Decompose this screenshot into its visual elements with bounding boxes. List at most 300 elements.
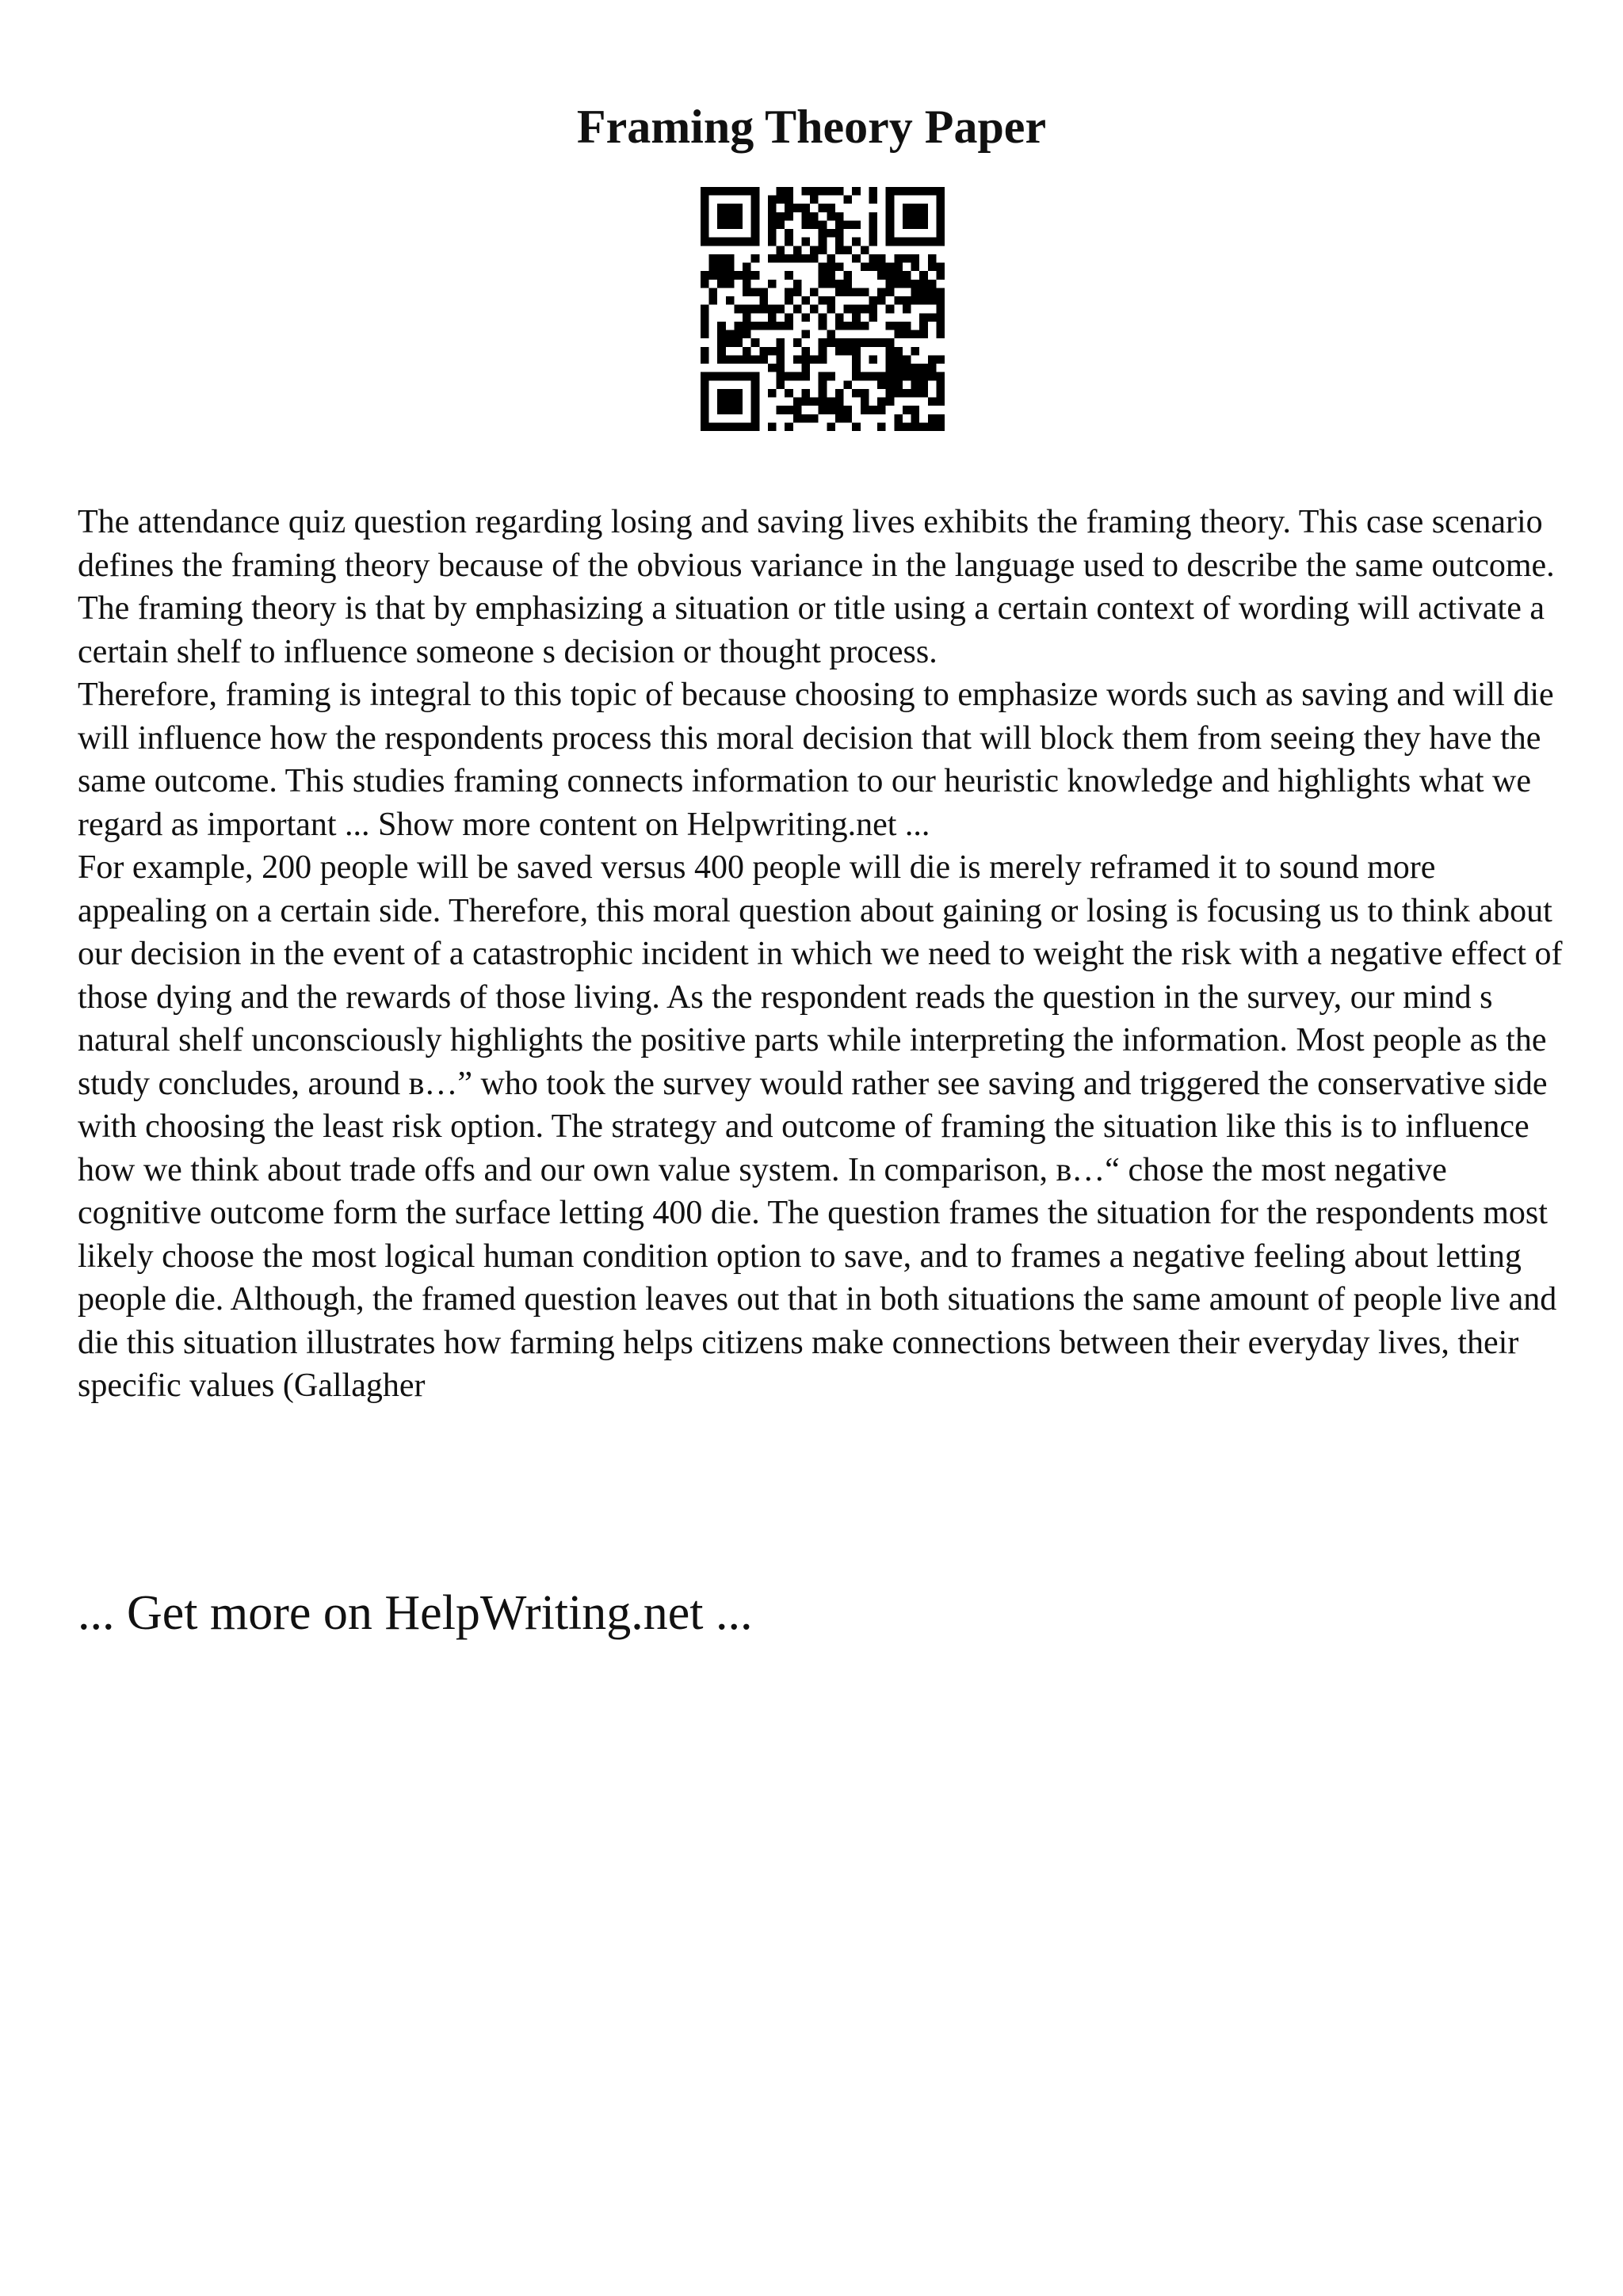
qr-module: [759, 355, 768, 364]
qr-module: [709, 254, 718, 263]
qr-module: [827, 338, 835, 347]
qr-module: [751, 254, 760, 263]
qr-module: [819, 246, 827, 254]
qr-module: [861, 406, 869, 414]
qr-module: [827, 422, 835, 431]
qr-module: [785, 422, 793, 431]
qr-module: [793, 414, 802, 423]
qr-module: [919, 422, 928, 431]
qr-module: [869, 212, 877, 221]
qr-module: [801, 238, 810, 246]
paragraph-2: Therefore, framing is integral to this topic of because choosing to emphasize words such as saving and will die will influence how the respondents process this moral decision that will block them from seeing they have the same outcome. This studies framing connects information to our heuristic knowledge and highlights what we regard as important ... Show more content on Helpwriting.net ...: [78, 677, 1554, 843]
qr-module: [919, 380, 928, 389]
qr-module: [819, 220, 827, 229]
qr-module: [928, 288, 937, 296]
qr-module: [928, 254, 937, 263]
qr-module: [894, 271, 903, 280]
qr-module: [751, 414, 760, 423]
qr-module: [835, 398, 844, 406]
qr-module: [919, 212, 928, 221]
qr-module: [936, 229, 945, 238]
qr-module: [886, 229, 895, 238]
qr-module: [785, 406, 793, 414]
qr-module: [701, 372, 709, 381]
qr-module: [734, 338, 743, 347]
qr-module: [743, 313, 751, 322]
qr-module: [701, 187, 709, 196]
qr-module: [928, 187, 937, 196]
qr-module: [869, 406, 877, 414]
qr-module: [835, 414, 844, 423]
qr-module: [903, 330, 911, 339]
qr-module: [886, 372, 895, 381]
qr-module: [835, 212, 844, 221]
qr-module: [936, 422, 945, 431]
qr-module: [886, 398, 895, 406]
qr-module: [777, 212, 785, 221]
qr-module: [903, 322, 911, 330]
qr-module: [768, 313, 777, 322]
qr-module: [726, 271, 735, 280]
qr-module: [777, 305, 785, 314]
qr-module: [877, 398, 886, 406]
qr-module: [886, 338, 895, 347]
qr-module: [734, 330, 743, 339]
qr-module: [717, 254, 726, 263]
get-more-link[interactable]: ... Get more on HelpWriting.net ...: [78, 1586, 753, 1640]
qr-module: [717, 338, 726, 347]
qr-module: [777, 196, 785, 204]
paragraph-3: For example, 200 people will be saved versus 400 people will die is merely reframed it to sound more appealing on a certain side. Therefore, this moral question about gaining or losing is focusing us to think about our decision in the event of a catastrophic incident in which we need to weight the risk with a negative effect of those dying and the rewards of those living. As the respondent reads the question in the survey, our mind s natural shelf unconsciously highlights the positive parts while interpreting the information. Most people as the study concludes, around в…” who took the survey would rather see saving and triggered the conservative side with choosing the least risk option. The strategy and outcome of framing the situation like this is to influence how we think about trade offs and our own value system. In comparison, в…“ chose the most negative cognitive outcome form the surface letting 400 die. The question frames the situation for the respondents most likely choose the most logical human condition option to save, and to frames a negative feeling about letting people die. Although, the framed question leaves out that in both situations the same amount of people live and die this situation illustrates how farming helps citizens make connections between their everyday lives, their specific values (Gallagher: [78, 849, 1563, 1404]
qr-module: [751, 406, 760, 414]
qr-module: [827, 305, 835, 314]
qr-module: [701, 271, 709, 280]
qr-module: [701, 238, 709, 246]
qr-module: [827, 271, 835, 280]
qr-module: [751, 305, 760, 314]
qr-module: [743, 347, 751, 356]
qr-module: [717, 372, 726, 381]
qr-code-icon[interactable]: [701, 187, 945, 431]
qr-module: [869, 338, 877, 347]
qr-module: [759, 288, 768, 296]
qr-module: [726, 406, 735, 414]
qr-module: [701, 204, 709, 212]
qr-module: [852, 220, 861, 229]
qr-module: [911, 364, 920, 372]
qr-module: [869, 196, 877, 204]
qr-module: [785, 254, 793, 263]
qr-module: [768, 212, 777, 221]
qr-module: [919, 288, 928, 296]
qr-module: [827, 398, 835, 406]
qr-module: [701, 380, 709, 389]
qr-module: [911, 389, 920, 398]
qr-module: [844, 220, 853, 229]
qr-module: [928, 372, 937, 381]
qr-module: [709, 288, 718, 296]
qr-module: [877, 380, 886, 389]
qr-module: [777, 254, 785, 263]
qr-module: [886, 389, 895, 398]
qr-module: [785, 187, 793, 196]
qr-module: [785, 271, 793, 280]
qr-module: [886, 380, 895, 389]
qr-module: [743, 187, 751, 196]
qr-module: [734, 398, 743, 406]
qr-module: [852, 389, 861, 398]
qr-module: [726, 220, 735, 229]
qr-module: [726, 355, 735, 364]
qr-module: [886, 220, 895, 229]
qr-module: [819, 355, 827, 364]
qr-module: [785, 322, 793, 330]
qr-module: [717, 355, 726, 364]
qr-module: [768, 305, 777, 314]
qr-module: [793, 338, 802, 347]
qr-module: [810, 212, 819, 221]
qr-module: [701, 414, 709, 423]
qr-module: [810, 355, 819, 364]
page-title: Framing Theory Paper: [576, 101, 1047, 153]
qr-module: [936, 330, 945, 339]
qr-module: [911, 372, 920, 381]
qr-module: [801, 313, 810, 322]
qr-module: [810, 220, 819, 229]
qr-module: [768, 204, 777, 212]
qr-module: [936, 187, 945, 196]
qr-module: [801, 364, 810, 372]
qr-module: [903, 204, 911, 212]
qr-module: [709, 372, 718, 381]
qr-module: [894, 355, 903, 364]
qr-module: [777, 347, 785, 356]
qr-module: [936, 296, 945, 305]
qr-module: [861, 338, 869, 347]
qr-module: [894, 364, 903, 372]
qr-module: [894, 330, 903, 339]
qr-module: [903, 422, 911, 431]
qr-module: [936, 238, 945, 246]
qr-module: [911, 406, 920, 414]
qr-module: [894, 380, 903, 389]
qr-module: [709, 422, 718, 431]
qr-module: [835, 389, 844, 398]
qr-module: [701, 229, 709, 238]
qr-module: [701, 347, 709, 356]
qr-module: [844, 305, 853, 314]
qr-module: [844, 406, 853, 414]
qr-module: [701, 406, 709, 414]
qr-module: [759, 347, 768, 356]
qr-module: [751, 338, 760, 347]
qr-module: [810, 398, 819, 406]
qr-module: [759, 305, 768, 314]
qr-module: [785, 296, 793, 305]
qr-module: [751, 212, 760, 221]
qr-module: [835, 322, 844, 330]
qr-module: [793, 372, 802, 381]
qr-module: [903, 364, 911, 372]
qr-module: [903, 254, 911, 263]
qr-module: [701, 212, 709, 221]
qr-module: [793, 254, 802, 263]
qr-module: [936, 322, 945, 330]
qr-module: [903, 280, 911, 288]
qr-module: [852, 288, 861, 296]
qr-module: [919, 280, 928, 288]
qr-module: [894, 263, 903, 272]
qr-module: [852, 238, 861, 246]
qr-module: [919, 271, 928, 280]
qr-module: [903, 372, 911, 381]
qr-module: [903, 238, 911, 246]
qr-module: [861, 263, 869, 272]
qr-module: [877, 271, 886, 280]
qr-module: [936, 288, 945, 296]
qr-module: [911, 212, 920, 221]
qr-module: [717, 187, 726, 196]
qr-module: [869, 187, 877, 196]
qr-module: [886, 355, 895, 364]
qr-module: [877, 296, 886, 305]
qr-module: [751, 322, 760, 330]
qr-module: [709, 187, 718, 196]
qr-module: [844, 414, 853, 423]
qr-module: [810, 187, 819, 196]
qr-module: [928, 398, 937, 406]
qr-module: [734, 220, 743, 229]
qr-module: [894, 280, 903, 288]
qr-module: [793, 246, 802, 254]
qr-module: [919, 220, 928, 229]
qr-module: [701, 196, 709, 204]
qr-module: [717, 322, 726, 330]
qr-module: [777, 355, 785, 364]
qr-module: [919, 364, 928, 372]
qr-module: [801, 220, 810, 229]
qr-module: [844, 380, 853, 389]
qr-module: [852, 355, 861, 364]
qr-module: [717, 238, 726, 246]
qr-module: [785, 288, 793, 296]
qr-module: [844, 246, 853, 254]
qr-module: [726, 280, 735, 288]
qr-module: [936, 414, 945, 423]
qr-module: [810, 414, 819, 423]
qr-module: [751, 238, 760, 246]
qr-module: [768, 196, 777, 204]
qr-module: [919, 204, 928, 212]
qr-module: [911, 254, 920, 263]
qr-module: [852, 347, 861, 356]
qr-module: [919, 330, 928, 339]
qr-module: [835, 288, 844, 296]
qr-module: [801, 204, 810, 212]
qr-module: [734, 389, 743, 398]
qr-module: [919, 372, 928, 381]
qr-module: [717, 406, 726, 414]
qr-module: [928, 296, 937, 305]
qr-module: [701, 389, 709, 398]
qr-module: [768, 347, 777, 356]
qr-module: [785, 238, 793, 246]
qr-module: [827, 372, 835, 381]
body-text: [78, 501, 1568, 1408]
qr-module: [734, 305, 743, 314]
qr-module: [835, 229, 844, 238]
qr-module: [819, 313, 827, 322]
qr-module: [886, 305, 895, 314]
qr-module: [852, 364, 861, 372]
qr-module: [768, 422, 777, 431]
qr-module: [936, 196, 945, 204]
qr-module: [768, 238, 777, 246]
qr-module: [785, 389, 793, 398]
qr-module: [877, 338, 886, 347]
qr-module: [793, 406, 802, 414]
qr-module: [928, 263, 937, 272]
qr-module: [886, 263, 895, 272]
qr-module: [852, 422, 861, 431]
qr-module: [793, 355, 802, 364]
qr-module: [919, 187, 928, 196]
qr-module: [751, 204, 760, 212]
qr-module: [827, 296, 835, 305]
qr-module: [785, 204, 793, 212]
qr-module: [911, 296, 920, 305]
qr-module: [743, 322, 751, 330]
qr-module: [768, 322, 777, 330]
qr-module: [877, 288, 886, 296]
qr-module: [936, 263, 945, 272]
qr-module: [894, 389, 903, 398]
qr-module: [903, 305, 911, 314]
qr-module: [861, 288, 869, 296]
qr-module: [835, 187, 844, 196]
qr-module: [751, 380, 760, 389]
qr-module: [835, 220, 844, 229]
qr-module: [717, 280, 726, 288]
qr-module: [886, 364, 895, 372]
qr-module: [717, 220, 726, 229]
qr-module: [777, 322, 785, 330]
qr-module: [726, 296, 735, 305]
qr-module: [726, 238, 735, 246]
qr-module: [835, 238, 844, 246]
qr-module: [759, 322, 768, 330]
qr-module: [869, 229, 877, 238]
qr-module: [861, 372, 869, 381]
qr-module: [717, 398, 726, 406]
qr-module: [852, 372, 861, 381]
qr-module: [819, 187, 827, 196]
qr-module: [709, 263, 718, 272]
qr-module: [777, 220, 785, 229]
qr-module: [894, 347, 903, 356]
qr-module: [726, 372, 735, 381]
qr-module: [810, 288, 819, 296]
qr-module: [734, 422, 743, 431]
qr-module: [827, 229, 835, 238]
qr-module: [734, 187, 743, 196]
qr-module: [844, 338, 853, 347]
qr-module: [911, 414, 920, 423]
qr-module: [801, 389, 810, 398]
qr-module: [768, 229, 777, 238]
qr-module: [919, 389, 928, 398]
qr-module: [751, 187, 760, 196]
qr-module: [835, 338, 844, 347]
qr-module: [835, 313, 844, 322]
qr-module: [717, 271, 726, 280]
qr-module: [827, 187, 835, 196]
qr-module: [819, 238, 827, 246]
qr-module: [734, 372, 743, 381]
qr-module: [777, 246, 785, 254]
qr-module: [886, 238, 895, 246]
qr-module: [911, 263, 920, 272]
qr-module: [903, 187, 911, 196]
qr-module: [844, 280, 853, 288]
qr-module: [911, 330, 920, 339]
qr-module: [785, 196, 793, 204]
qr-module: [819, 347, 827, 356]
qr-module: [743, 263, 751, 272]
qr-module: [726, 187, 735, 196]
qr-module: [936, 212, 945, 221]
qr-module: [709, 238, 718, 246]
qr-module: [852, 305, 861, 314]
qr-module: [919, 322, 928, 330]
qr-module: [793, 305, 802, 314]
qr-module: [751, 288, 760, 296]
qr-module: [911, 380, 920, 389]
qr-module: [701, 422, 709, 431]
qr-module: [793, 280, 802, 288]
qr-module: [928, 313, 937, 322]
qr-module: [928, 280, 937, 288]
qr-module: [869, 220, 877, 229]
qr-module: [894, 422, 903, 431]
qr-module: [869, 238, 877, 246]
qr-module: [768, 220, 777, 229]
qr-module: [717, 212, 726, 221]
qr-module: [844, 322, 853, 330]
qr-module: [734, 238, 743, 246]
qr-module: [777, 372, 785, 381]
qr-module: [936, 220, 945, 229]
qr-module: [852, 338, 861, 347]
qr-module: [801, 296, 810, 305]
qr-module: [903, 389, 911, 398]
qr-module: [819, 280, 827, 288]
qr-module: [936, 313, 945, 322]
qr-module: [911, 422, 920, 431]
qr-module: [810, 246, 819, 254]
qr-module: [886, 212, 895, 221]
qr-module: [751, 398, 760, 406]
qr-module: [869, 355, 877, 364]
qr-module: [903, 406, 911, 414]
qr-module: [819, 229, 827, 238]
qr-module: [777, 187, 785, 196]
qr-module: [844, 196, 853, 204]
qr-module: [734, 204, 743, 212]
qr-module: [743, 355, 751, 364]
qr-module: [928, 364, 937, 372]
qr-module: [894, 322, 903, 330]
